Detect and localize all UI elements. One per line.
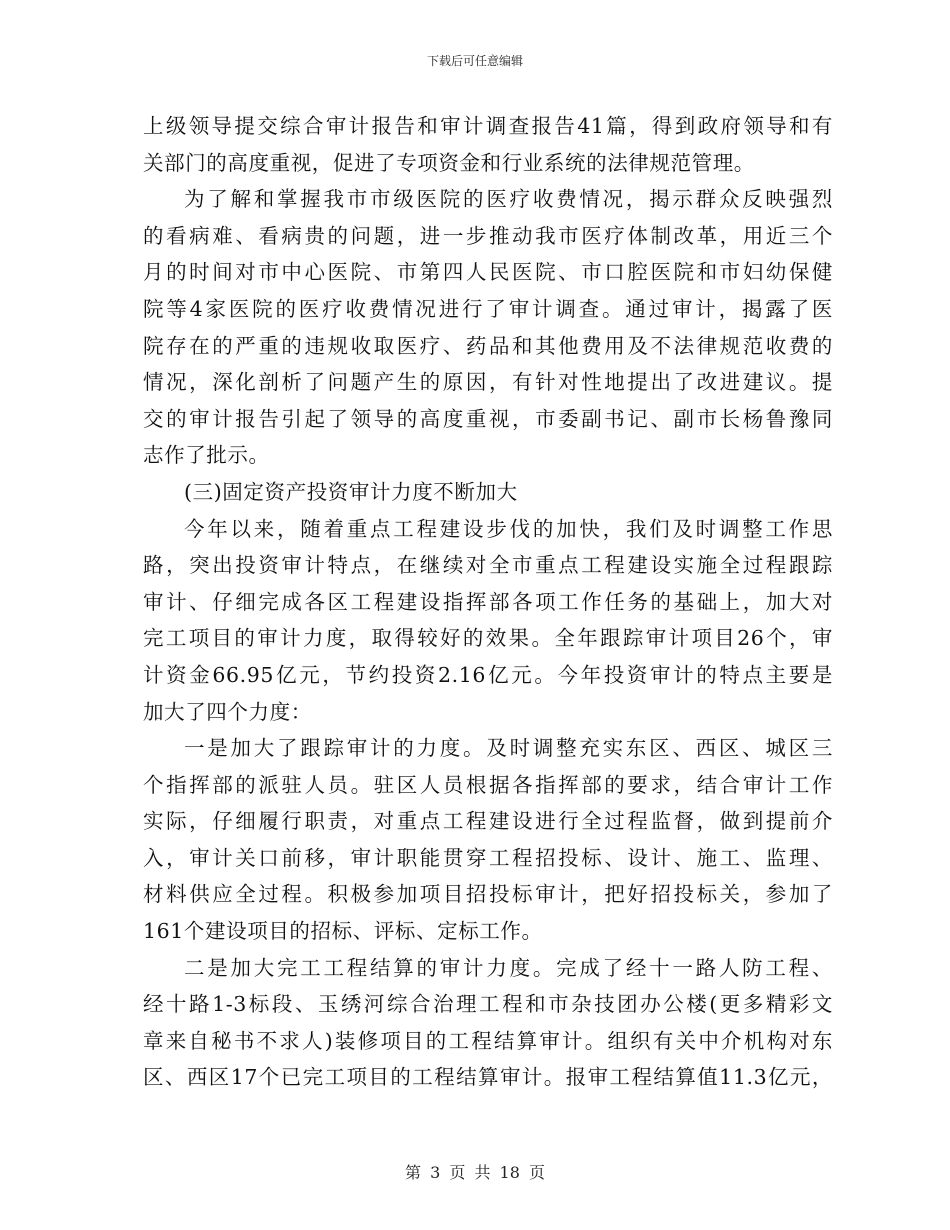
text-line: 月的时间对市中心医院、市第四人民医院、市口腔医院和市妇幼保健: [143, 260, 833, 285]
text-line: 院等4家医院的医疗收费情况进行了审计调查。通过审计，揭露了医: [143, 296, 833, 321]
text-line: 上级领导提交综合审计报告和审计调查报告41篇，得到政府领导和有: [143, 114, 833, 138]
text-line: 章来自秘书不求人)装修项目的工程结算审计。组织有关中介机构对东: [143, 1028, 833, 1053]
text-line: 区、西区17个已完工项目的工程结算审计。报审工程结算值11.3亿元，: [143, 1065, 833, 1090]
text-line: 个指挥部的派驻人员。驻区人员根据各指挥部的要求，结合审计工作: [143, 772, 833, 797]
document-body: [143, 108, 833, 1096]
text-line: 二是加大完工工程结算的审计力度。完成了经十一路人防工程、: [184, 955, 833, 980]
text-line: 加大了四个力度：: [143, 699, 312, 724]
text-line: 关部门的高度重视，促进了专项资金和行业系统的法律规范管理。: [143, 150, 755, 175]
text-line: 计资金66.95亿元，节约投资2.16亿元。今年投资审计的特点主要是: [143, 662, 833, 687]
text-line: 路，突出投资审计特点，在继续对全市重点工程建设实施全过程跟踪: [143, 553, 833, 578]
text-line: 交的审计报告引起了领导的高度重视，市委副书记、副市长杨鲁豫同: [143, 406, 833, 431]
text-line: 为了解和掌握我市市级医院的医疗收费情况，揭示群众反映强烈: [184, 187, 833, 212]
text-line: 院存在的严重的违规收取医疗、药品和其他费用及不法律规范收费的: [143, 333, 833, 358]
text-line: (三)固定资产投资审计力度不断加大: [184, 479, 518, 504]
text-line: 一是加大了跟踪审计的力度。及时调整充实东区、西区、城区三: [184, 736, 833, 761]
text-line: 的看病难、看病贵的问题，进一步推动我市医疗体制改革，用近三个: [143, 223, 833, 248]
text-line: 实际，仔细履行职责，对重点工程建设进行全过程监督，做到提前介: [143, 809, 833, 834]
text-line: 经十路1-3标段、玉绣河综合治理工程和市杂技团办公楼(更多精彩文: [143, 992, 833, 1017]
text-line: 志作了批示。: [143, 443, 270, 468]
text-line: 161个建设项目的招标、评标、定标工作。: [143, 919, 543, 944]
text-line: 今年以来，随着重点工程建设步伐的加快，我们及时调整工作思: [184, 516, 833, 541]
text-line: 完工项目的审计力度，取得较好的效果。全年跟踪审计项目26个，审: [143, 626, 833, 651]
text-line: 审计、仔细完成各区工程建设指挥部各项工作任务的基础上，加大对: [143, 589, 833, 614]
page-header: 下载后可任意编辑: [426, 54, 523, 68]
text-line: 情况，深化剖析了问题产生的原因，有针对性地提出了改进建议。提: [143, 370, 833, 395]
text-line: 入，审计关口前移，审计职能贯穿工程招投标、设计、施工、监理、: [143, 845, 833, 870]
page-footer: 第 3 页 共 18 页: [405, 1163, 545, 1182]
text-line: 材料供应全过程。积极参加项目招投标审计，把好招投标关，参加了: [143, 882, 833, 907]
